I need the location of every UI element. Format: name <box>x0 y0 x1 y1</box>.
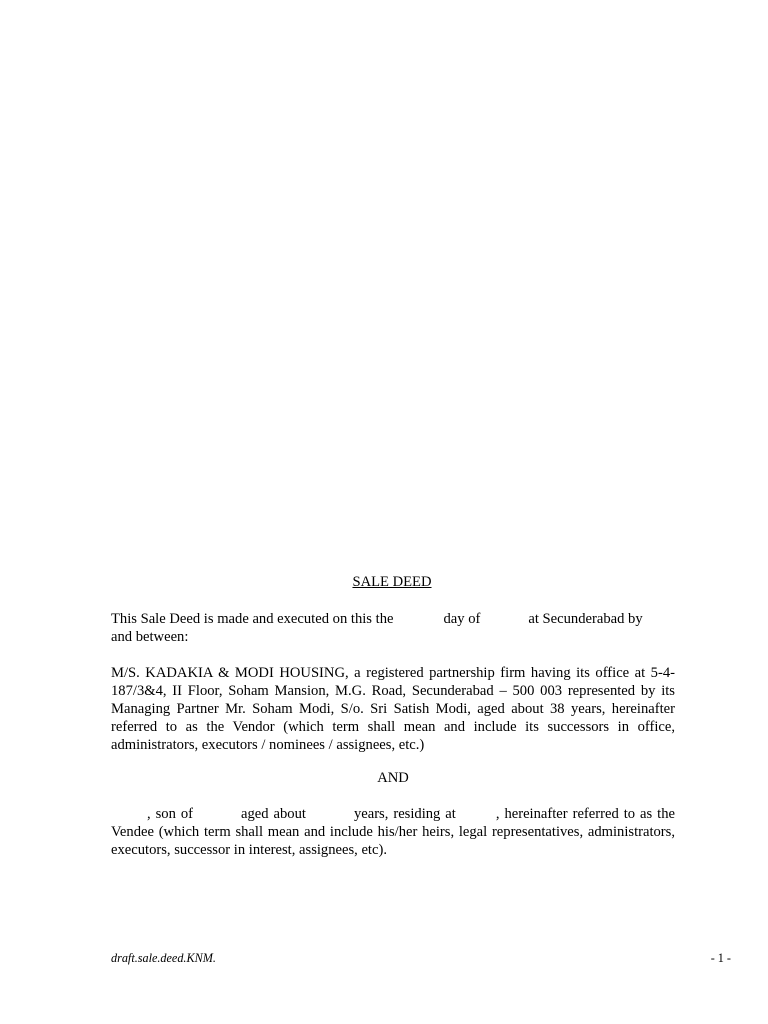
vendee-text-4: , hereinafter referred to as <box>495 806 653 822</box>
intro-text-2: day of <box>443 611 481 627</box>
footer-page-number: - 1 - <box>710 951 731 965</box>
footer-filename: draft.sale.deed.KNM. <box>111 951 216 965</box>
vendee-paragraph <box>111 805 675 859</box>
vendor-paragraph: M/S. KADAKIA & MODI HOUSING, a registered partnership firm having its office at 5-4-187/3&4, II Floor, Soham Mansion, M.G. Road, Secunderabad – 500 003 represented by its Managing Partner Mr. Soham Modi, S/o. Sri Satish Modi, aged about 38 years, hereinafter referred to as the Vendor (which term shall mean and include its successors in office, administrators, executors / nominees / assignees, etc.) <box>111 665 675 753</box>
vendee-text-1: , son of <box>147 806 193 822</box>
intro-text-1: This Sale Deed is made and executed on this the <box>111 611 394 627</box>
intro-text-3: at Secunderabad by <box>528 611 643 627</box>
intro-paragraph <box>111 610 675 646</box>
vendee-text-3: years, residing at <box>353 806 456 822</box>
vendee-text-2: aged about <box>241 806 306 822</box>
and-separator: AND <box>377 770 409 786</box>
document-title: SALE DEED <box>352 574 432 590</box>
intro-text-4: and between: <box>111 629 189 645</box>
vendee-text-rest: the Vendee (which term shall mean and include his/her heirs, legal representatives, administrators, executors, successor in interest, assignees, etc). <box>111 806 675 858</box>
